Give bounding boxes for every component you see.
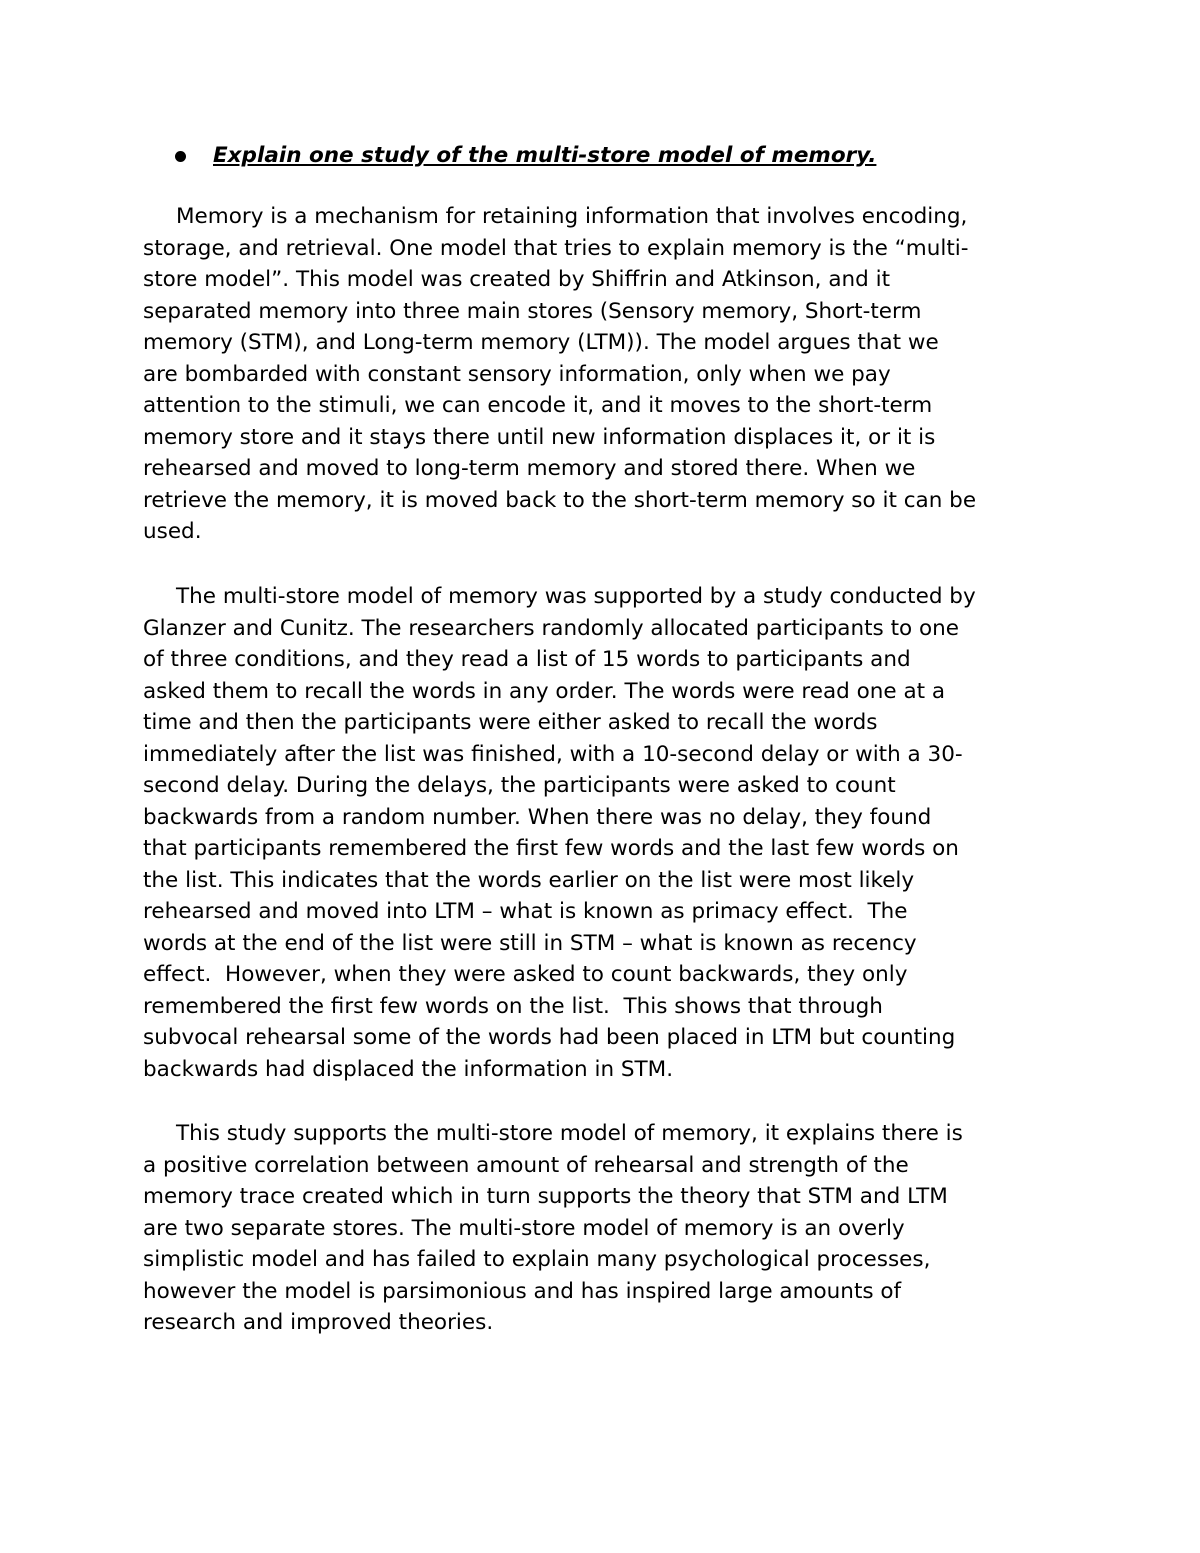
text-line: words at the end of the list were still in STM – what is known as recency [143,930,917,956]
paragraph-intro [143,201,1063,548]
text-line: effect. However, when they were asked to count backwards, they only [143,962,908,987]
text-line: second delay. During the delays, the participants were asked to count [143,773,896,798]
text-line: backwards had displaced the information in STM. [143,1056,674,1082]
text-line: retrieve the memory, it is moved back to the short-term memory so it can be [143,487,977,513]
text-line: the list. This indicates that the words earlier on the list were most likely [143,867,915,893]
text-line: of three conditions, and they read a list of 15 words to participants and [143,647,911,672]
text-line: The multi-store model of memory was supported by a study conducted by [176,584,976,609]
text-line: memory (STM), and Long-term memory (LTM)). The model argues that we [143,330,939,355]
text-line: remembered the first few words on the list. This shows that through [143,993,883,1019]
text-line: Glanzer and Cunitz. The researchers randomly allocated participants to one [143,615,959,641]
text-line: This study supports the multi-store model of memory, it explains there is [176,1121,963,1146]
paragraph-study [143,581,1063,1085]
bullet-icon [175,151,186,162]
text-line: memory store and it stays there until new information displaces it, or it is [143,424,936,450]
text-line: rehearsed and moved to long-term memory and stored there. When we [143,456,916,481]
paragraph-evaluation [143,1118,1063,1339]
text-line: research and improved theories. [143,1310,494,1335]
text-line: however the model is parsimonious and has inspired large amounts of [143,1278,902,1304]
text-line: used. [143,519,202,544]
heading-text: Explain one study of the multi-store model of memory. [213,143,877,168]
text-line: subvocal rehearsal some of the words had been placed in LTM but counting [143,1025,956,1050]
text-line: backwards from a random number. When there was no delay, they found [143,804,932,830]
text-line: that participants remembered the first few words and the last few words on [143,836,959,861]
text-line: store model”. This model was created by Shiffrin and Atkinson, and it [143,267,891,292]
text-line: storage, and retrieval. One model that tries to explain memory is the “multi- [143,235,969,261]
text-line: are bombarded with constant sensory information, only when we pay [143,361,891,387]
text-line: immediately after the list was finished, with a 10-second delay or with a 30- [143,741,963,767]
text-line: are two separate stores. The multi-store model of memory is an overly [143,1215,905,1241]
question-heading [171,140,1071,172]
text-line: attention to the stimuli, we can encode it, and it moves to the short-term [143,393,933,418]
text-line: rehearsed and moved into LTM – what is known as primacy effect. The [143,899,908,924]
text-line: Memory is a mechanism for retaining information that involves encoding, [176,204,968,229]
text-line: time and then the participants were either asked to recall the words [143,710,878,735]
text-line: separated memory into three main stores (Sensory memory, Short-term [143,298,922,324]
text-line: a positive correlation between amount of rehearsal and strength of the [143,1152,909,1178]
text-line: simplistic model and has failed to explain many psychological processes, [143,1247,931,1272]
text-line: memory trace created which in turn supports the theory that STM and LTM [143,1184,948,1209]
text-line: asked them to recall the words in any order. The words were read one at a [143,678,946,704]
